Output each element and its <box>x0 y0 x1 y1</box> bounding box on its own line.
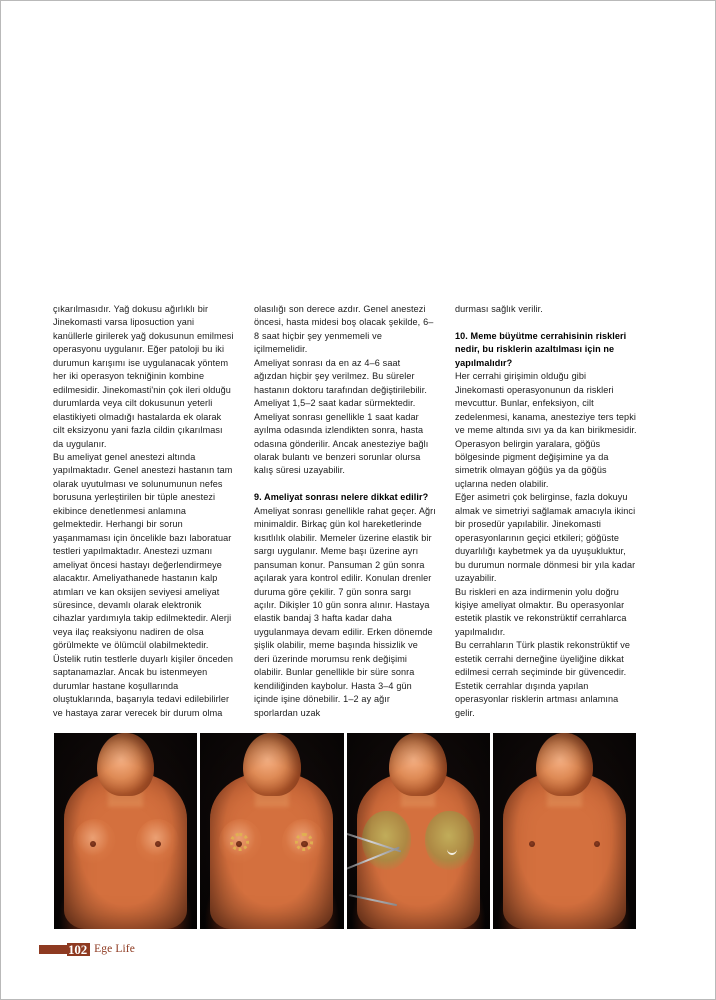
paragraph: Eğer asimetri çok belirginse, fazla dokuyu almak ve simetriyi sağlamak amacıyla ikinci bir prosedür yapılabilir. Jinekomasti operasyonlarının geçici etkileri; göğüste duyarlılığı kaybetmek ya da uyuşukluktur, bu durumun normale dönmesi bir yıla kadar uzayabilir. <box>455 492 636 584</box>
paragraph-spacer <box>455 316 637 329</box>
paragraph: Ameliyat sonrası genellikle rahat geçer. Ağrı minimaldir. Birkaç gün kol hareketlerinde kısıtlılık olabilir. Memeler üzerine elastik bir sargı uygulanır. Meme başı üzerine ayrı pansuman konur. Pansuman 2 gün sonra açılarak yara kontrol edilir. Konulan drenler duruma göre çekilir. 7 gün sonra sargı açılır. Dikişler 10 gün sonra alınır. Hastaya elastik bandaj 3 hafta kadar daha uygulanmaya devam edilir. Erken dönemde şişlik olabilir, meme başında hissizlik ve deri üzerinde morumsu renk değişimi olabilir. Bunlar genellikle bir süre sonra kendiliğinden kaybolur. Hasta 3–4 gün içinde işine dönebilir. 1–2 ay ağır sporlardan uzak <box>254 505 436 718</box>
paragraph: Operasyon belirgin yaralara, göğüs bölgesinde pigment değişimine ya da simetrik olmayan göğüs ya da göğüs uçlarına neden olabilir. <box>455 438 609 489</box>
photo-panel-pre-operative <box>54 733 197 929</box>
publication-name: Ege Life <box>94 943 135 955</box>
paragraph: Ameliyat sonrası da en az 4–6 saat ağızdan hiçbir şey verilmez. Bu süreler hastanın doktoru tarafından değiştirilebilir. Ameliyat 1,5–2 saat kadar sürmektedir. Ameliyat sonrası genellikle 1 saat kadar ayılma odasında izlendikten sonra, hasta odasına gönderilir. Ancak anesteziye bağlı olarak bulantı ve benzeri sorunlar olursa kalış süresi uzayabilir. <box>254 357 429 476</box>
photo-panel-post-operative <box>493 733 636 929</box>
paragraph: olasılığı son derece azdır. Genel anestezi öncesi, hasta midesi boş olacak şekilde, 6–8 saat hiçbir şey yenmemeli ve içilmemelidir. <box>254 304 434 355</box>
torso-illustration <box>493 733 636 929</box>
torso-illustration <box>54 733 197 929</box>
footer-accent-bar <box>39 945 67 954</box>
paragraph: Bu riskleri en aza indirmenin yolu doğru kişiye ameliyat olmaktır. Bu operasyonlar estetik plastik ve rekonstrüktif cerrahlarca yapılmalıdır. <box>455 586 627 637</box>
section-heading-9: 9. Ameliyat sonrası nelere dikkat edilir? <box>254 492 429 503</box>
paragraph: çıkarılmasıdır. Yağ dokusu ağırlıklı bir Jinekomasti varsa liposuction yani kanüllerle girilerek yağ dokusunun emilmesi operasyonu uygulanır. Eğer patoloji bu iki durumun karışımı ise uygulanacak yöntem her iki operasyon tekniğinin kombine edilmesidir. Jinekomasti'nin çok ileri olduğu durumlarda veya cilt dokusunun yeterli elastikiyeti olmadığı hastalarda ek olarak cilt eksizyonu yani fazla cildin çıkarılması da uygulanır. <box>53 304 234 449</box>
torso-illustration <box>347 733 490 929</box>
photo-panel-antiseptic-prep <box>347 733 490 929</box>
paragraph: Bu ameliyat genel anestezi altında yapılmaktadır. Genel anestezi hastanın tam olarak uyutulması ve solunumunun nefes borusuna yerleştirilen bir tüple anestezi ekibince denetlenmesi anlamına gelmektedir. Herhangi bir sorun yaşanmaması için öncelikle bazı laboratuar testleri yapılmaktadır. Anestezi uzmanı ameliyat öncesi hastayı değerlendirmeye alacaktır. Ameliyathanede hastanın kalp atımları ve kan oksijen seviyesi ameliyat süresince, devamlı olarak elektronik cihazlar yardımıyla takip edilmektedir. Alerji veya ilaç reaksiyonu nadiren de olsa görülmekte ve ölümcül olabilmektedir. Üstelik rutin testlerle duyarlı kişiler önceden saptanamazlar. Ancak bu istenmeyen durumlar hastane koşullarında oluştuklarında, başarıyla tedavi edilebilirler ve hastaya zarar verecek bir durum olma <box>53 451 234 718</box>
paragraph: durması sağlık verilir. <box>455 304 543 314</box>
torso-illustration <box>200 733 343 929</box>
paragraph-spacer <box>254 478 436 491</box>
text-column-2 <box>254 303 436 720</box>
paragraph: Bu cerrahların Türk plastik rekonstrüktif ve estetik cerrahi derneğine üyeliğine dikkat edilmesi cerrah seçiminde bir güvencedir. Estetik cerrahlar dışında yapılan operasyonlar risklerin artması anlamına gelir. <box>455 640 631 718</box>
text-column-1 <box>53 303 235 720</box>
page-number: 102 <box>67 943 90 956</box>
text-column-3 <box>455 303 637 720</box>
surgery-photo-strip <box>54 733 636 929</box>
section-heading-10: 10. Meme büyütme cerrahisinin riskleri nedir, bu risklerin azaltılması için ne yapılmalıdır? <box>455 330 627 368</box>
article-body <box>53 303 637 720</box>
photo-panel-surgical-markings <box>200 733 343 929</box>
page-footer <box>39 941 135 957</box>
paragraph: Her cerrahi girişimin olduğu gibi Jinekomasti operasyonunun da riskleri mevcuttur. Bunlar, enfeksiyon, cilt zedelenmesi, kanama, anesteziye ters tepki ve meme altında sıvı ya da kan birikmesidir. <box>455 371 637 436</box>
